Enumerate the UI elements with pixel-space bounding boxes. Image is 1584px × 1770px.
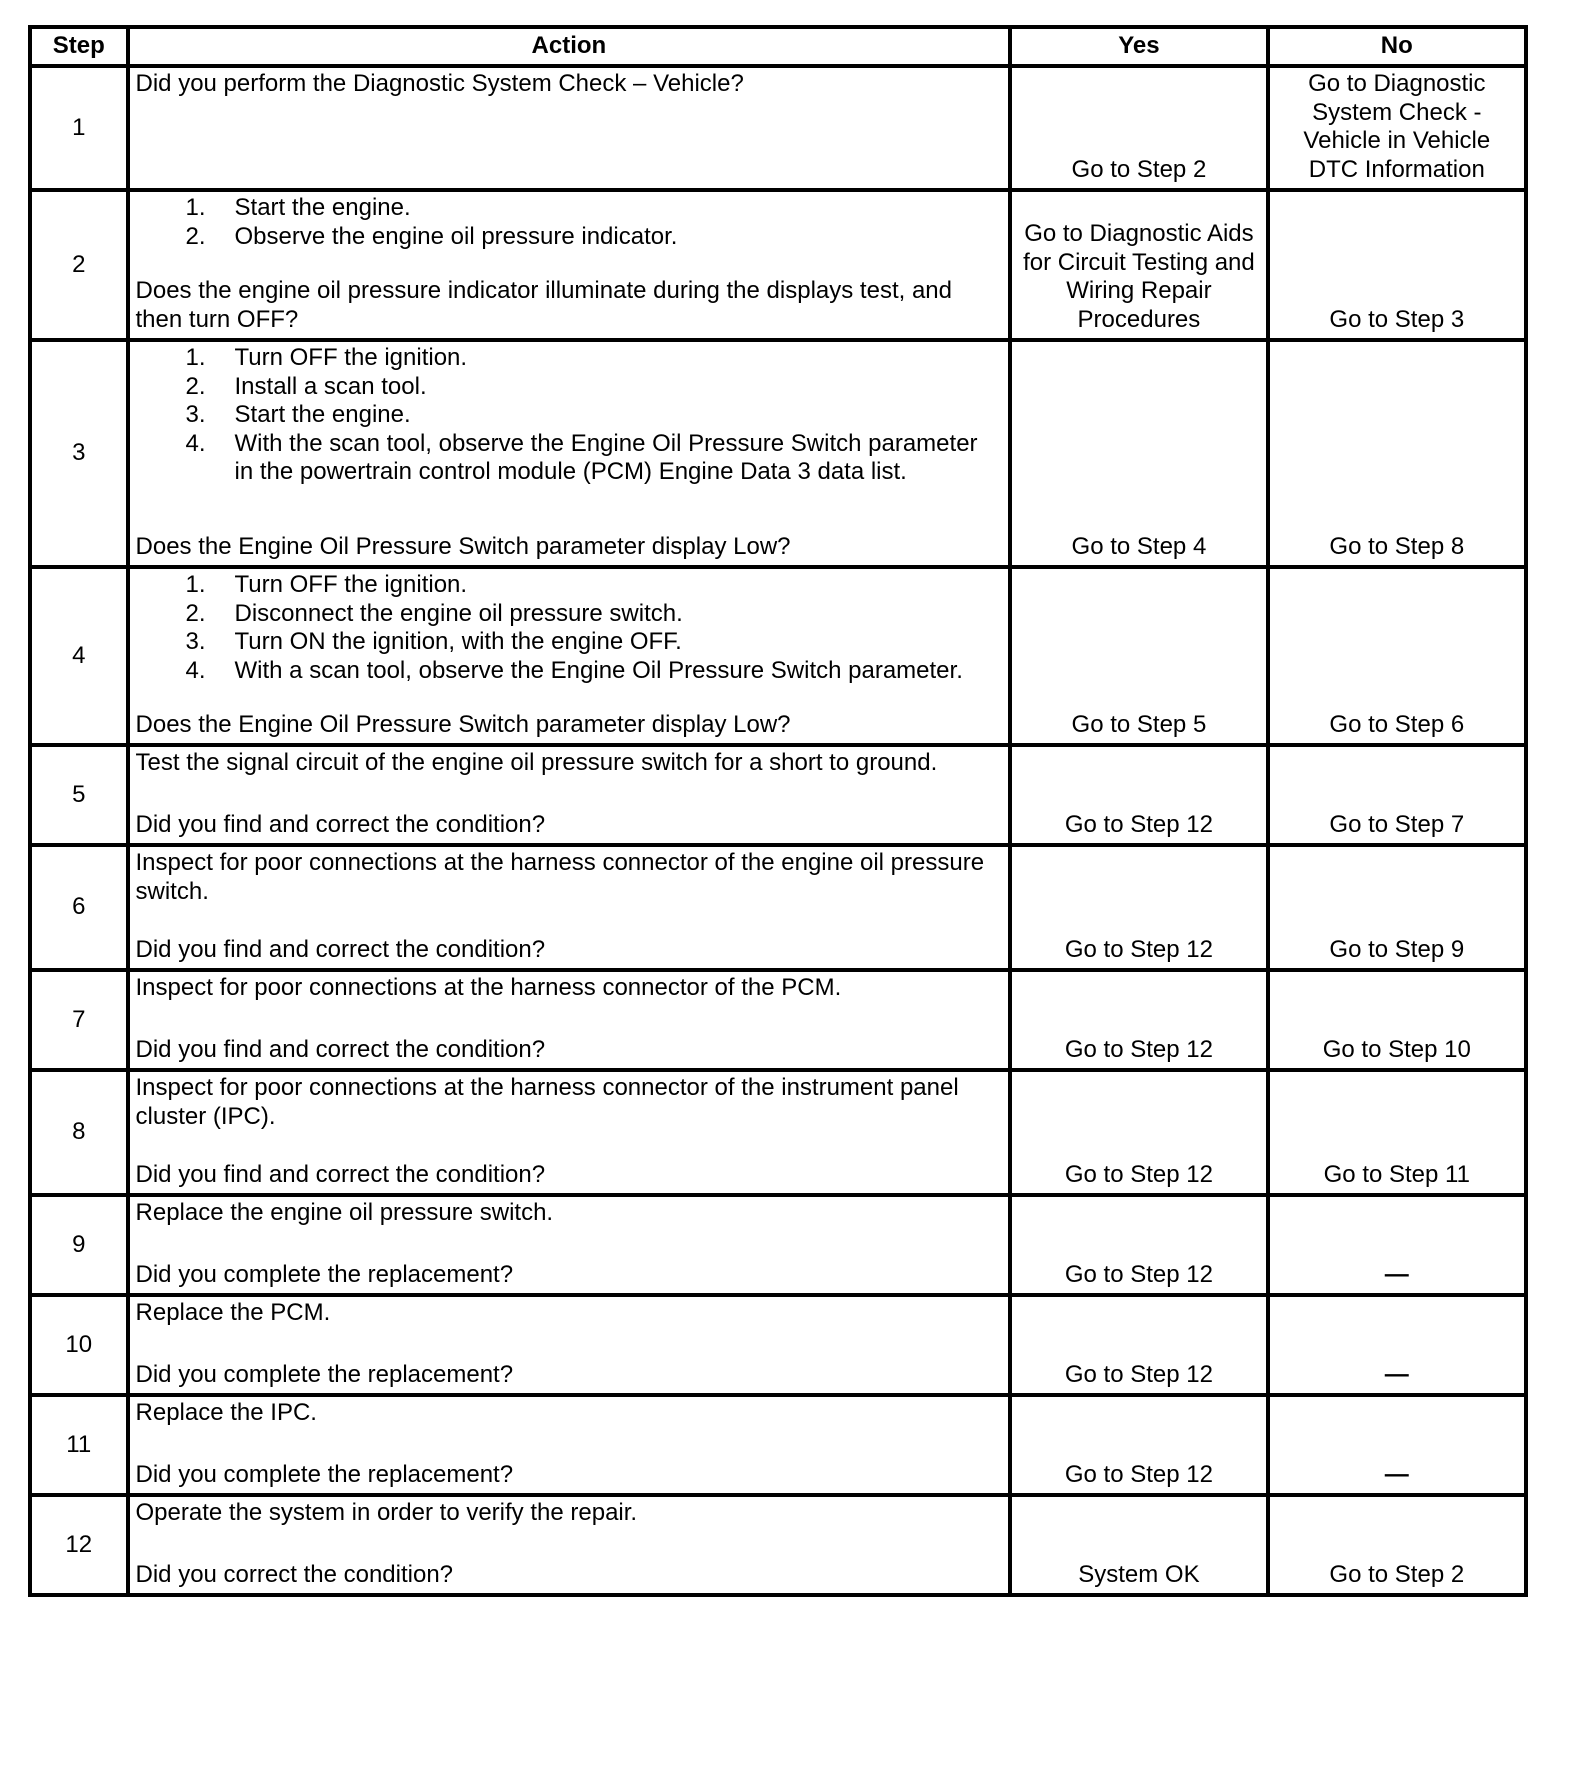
- header-no: No: [1268, 27, 1526, 66]
- action-instruction: Test the signal circuit of the engine oil pressure switch for a short to ground.: [135, 749, 938, 776]
- header-action: Action: [128, 27, 1011, 66]
- action-content: [136, 974, 1001, 1064]
- table-row: [30, 845, 1526, 970]
- action-cell: [128, 190, 1011, 340]
- action-content: [136, 70, 1001, 184]
- substep-number: 2.: [185, 222, 206, 250]
- action-content: [136, 344, 1001, 561]
- no-result: —: [1268, 1295, 1526, 1395]
- table-row: [30, 66, 1526, 190]
- yes-result: Go to Step 12: [1010, 1195, 1267, 1295]
- substep-text: Turn OFF the ignition.: [234, 571, 468, 598]
- step-number: 1: [30, 66, 128, 190]
- action-question: Did you correct the condition?: [135, 1560, 454, 1588]
- action-question: Did you complete the replacement?: [135, 1260, 514, 1288]
- action-top: [136, 70, 1001, 99]
- substep-number: 4.: [185, 656, 206, 684]
- yes-result: System OK: [1010, 1495, 1267, 1595]
- substep-text: Start the engine.: [234, 401, 411, 428]
- action-top: [136, 749, 1001, 778]
- action-top: [136, 1499, 1001, 1528]
- no-result: Go to Step 9: [1268, 845, 1526, 970]
- table-row: [30, 567, 1526, 745]
- substep-text: Start the engine.: [234, 194, 411, 221]
- substep-item: [136, 373, 1001, 402]
- substep-item: [136, 430, 1001, 487]
- table-row: [30, 1070, 1526, 1195]
- action-cell: [128, 970, 1011, 1070]
- action-cell: [128, 1395, 1011, 1495]
- action-top: [136, 344, 1001, 487]
- step-number: 5: [30, 745, 128, 845]
- substep-list: [136, 344, 1001, 487]
- action-question: Does the Engine Oil Pressure Switch parameter display Low?: [135, 532, 791, 560]
- action-cell: [128, 1070, 1011, 1195]
- substep-text: With the scan tool, observe the Engine Oil Pressure Switch parameter in the powertrain control module (PCM) Engine Data 3 data list.: [234, 429, 978, 485]
- substep-item: [136, 600, 1001, 629]
- action-instruction: Inspect for poor connections at the harness connector of the instrument panel cluster (IPC).: [135, 1074, 959, 1130]
- action-instruction: Inspect for poor connections at the harness connector of the engine oil pressure switch.: [135, 849, 985, 905]
- action-content: [136, 1074, 1001, 1189]
- table-row: [30, 1295, 1526, 1395]
- action-content: [136, 749, 1001, 839]
- action-question: Did you find and correct the condition?: [135, 1160, 546, 1188]
- header-yes: Yes: [1010, 27, 1267, 66]
- action-instruction: Operate the system in order to verify the repair.: [135, 1499, 638, 1526]
- action-content: [136, 1499, 1001, 1589]
- yes-result: Go to Step 5: [1010, 567, 1267, 745]
- substep-number: 1.: [185, 194, 206, 221]
- substep-item: [136, 628, 1001, 657]
- substep-item: [136, 571, 1001, 600]
- action-content: [136, 1399, 1001, 1489]
- yes-result: Go to Step 2: [1010, 66, 1267, 190]
- header-step: Step: [30, 27, 128, 66]
- substep-text: Turn OFF the ignition.: [234, 344, 468, 371]
- action-cell: [128, 1495, 1011, 1595]
- action-top: [136, 849, 1001, 906]
- action-top: [136, 1299, 1001, 1328]
- substep-item: [136, 194, 1001, 223]
- substep-item: [136, 401, 1001, 430]
- action-content: [136, 849, 1001, 964]
- yes-result: Go to Step 12: [1010, 845, 1267, 970]
- no-result: Go to Diagnostic System Check - Vehicle in Vehicle DTC Information: [1268, 66, 1526, 190]
- action-cell: [128, 66, 1011, 190]
- yes-result: Go to Step 12: [1010, 745, 1267, 845]
- action-question: Did you find and correct the condition?: [135, 1035, 546, 1063]
- action-instruction: Replace the IPC.: [135, 1399, 317, 1426]
- no-result: Go to Step 7: [1268, 745, 1526, 845]
- action-content: [136, 194, 1001, 334]
- action-question: Did you complete the replacement?: [135, 1460, 514, 1488]
- no-result: —: [1268, 1395, 1526, 1495]
- table-row: [30, 340, 1526, 567]
- no-result: Go to Step 2: [1268, 1495, 1526, 1595]
- action-cell: [128, 1295, 1011, 1395]
- action-top: [136, 1074, 1001, 1131]
- yes-result: Go to Step 12: [1010, 1070, 1267, 1195]
- substep-number: 2.: [185, 599, 206, 627]
- table-row: [30, 190, 1526, 340]
- substep-text: Install a scan tool.: [234, 372, 427, 400]
- no-result: —: [1268, 1195, 1526, 1295]
- action-instruction: Inspect for poor connections at the harness connector of the PCM.: [135, 974, 842, 1001]
- action-top: [136, 1399, 1001, 1428]
- action-content: [136, 1299, 1001, 1389]
- table-row: [30, 745, 1526, 845]
- step-number: 11: [30, 1395, 128, 1495]
- table-row: [30, 1495, 1526, 1595]
- action-question: Did you complete the replacement?: [135, 1360, 514, 1388]
- yes-result: Go to Step 12: [1010, 1295, 1267, 1395]
- no-result: Go to Step 11: [1268, 1070, 1526, 1195]
- substep-item: [136, 344, 1001, 373]
- table-row: [30, 1195, 1526, 1295]
- action-question: Does the engine oil pressure indicator illuminate during the displays test, and then turn OFF?: [135, 277, 952, 333]
- no-result: Go to Step 3: [1268, 190, 1526, 340]
- substep-list: [136, 194, 1001, 251]
- table-row: [30, 970, 1526, 1070]
- no-result: Go to Step 8: [1268, 340, 1526, 567]
- substep-number: 4.: [185, 429, 206, 457]
- substep-number: 3.: [185, 628, 206, 655]
- substep-list: [136, 571, 1001, 685]
- substep-text: Disconnect the engine oil pressure switch.: [234, 599, 683, 627]
- table-row: [30, 1395, 1526, 1495]
- step-number: 9: [30, 1195, 128, 1295]
- substep-number: 3.: [185, 401, 206, 428]
- action-cell: [128, 340, 1011, 567]
- no-result: Go to Step 6: [1268, 567, 1526, 745]
- action-cell: [128, 1195, 1011, 1295]
- step-number: 2: [30, 190, 128, 340]
- step-number: 8: [30, 1070, 128, 1195]
- action-cell: [128, 745, 1011, 845]
- step-number: 7: [30, 970, 128, 1070]
- yes-result: Go to Step 12: [1010, 970, 1267, 1070]
- step-number: 10: [30, 1295, 128, 1395]
- action-instruction: Did you perform the Diagnostic System Check – Vehicle?: [135, 70, 744, 97]
- action-top: [136, 974, 1001, 1003]
- step-number: 6: [30, 845, 128, 970]
- yes-result: Go to Step 12: [1010, 1395, 1267, 1495]
- substep-item: [136, 223, 1001, 252]
- substep-text: Turn ON the ignition, with the engine OFF.: [234, 628, 682, 655]
- substep-text: With a scan tool, observe the Engine Oil Pressure Switch parameter.: [234, 656, 963, 684]
- action-content: [136, 571, 1001, 739]
- header-row: [30, 27, 1526, 66]
- action-top: [136, 571, 1001, 685]
- substep-number: 1.: [185, 344, 206, 371]
- substep-number: 1.: [185, 571, 206, 598]
- action-cell: [128, 567, 1011, 745]
- action-cell: [128, 845, 1011, 970]
- action-top: [136, 1199, 1001, 1228]
- substep-text: Observe the engine oil pressure indicator.: [234, 222, 678, 250]
- diagnostic-table: [28, 25, 1528, 1597]
- action-instruction: Replace the engine oil pressure switch.: [135, 1199, 554, 1226]
- action-question: Did you find and correct the condition?: [135, 810, 546, 838]
- action-top: [136, 194, 1001, 251]
- step-number: 3: [30, 340, 128, 567]
- step-number: 12: [30, 1495, 128, 1595]
- action-question: Does the Engine Oil Pressure Switch parameter display Low?: [135, 710, 791, 738]
- yes-result: Go to Diagnostic Aids for Circuit Testing and Wiring Repair Procedures: [1010, 190, 1267, 340]
- substep-number: 2.: [185, 372, 206, 400]
- substep-item: [136, 657, 1001, 686]
- action-content: [136, 1199, 1001, 1289]
- no-result: Go to Step 10: [1268, 970, 1526, 1070]
- yes-result: Go to Step 4: [1010, 340, 1267, 567]
- step-number: 4: [30, 567, 128, 745]
- action-instruction: Replace the PCM.: [135, 1299, 331, 1326]
- action-question: Did you find and correct the condition?: [135, 935, 546, 963]
